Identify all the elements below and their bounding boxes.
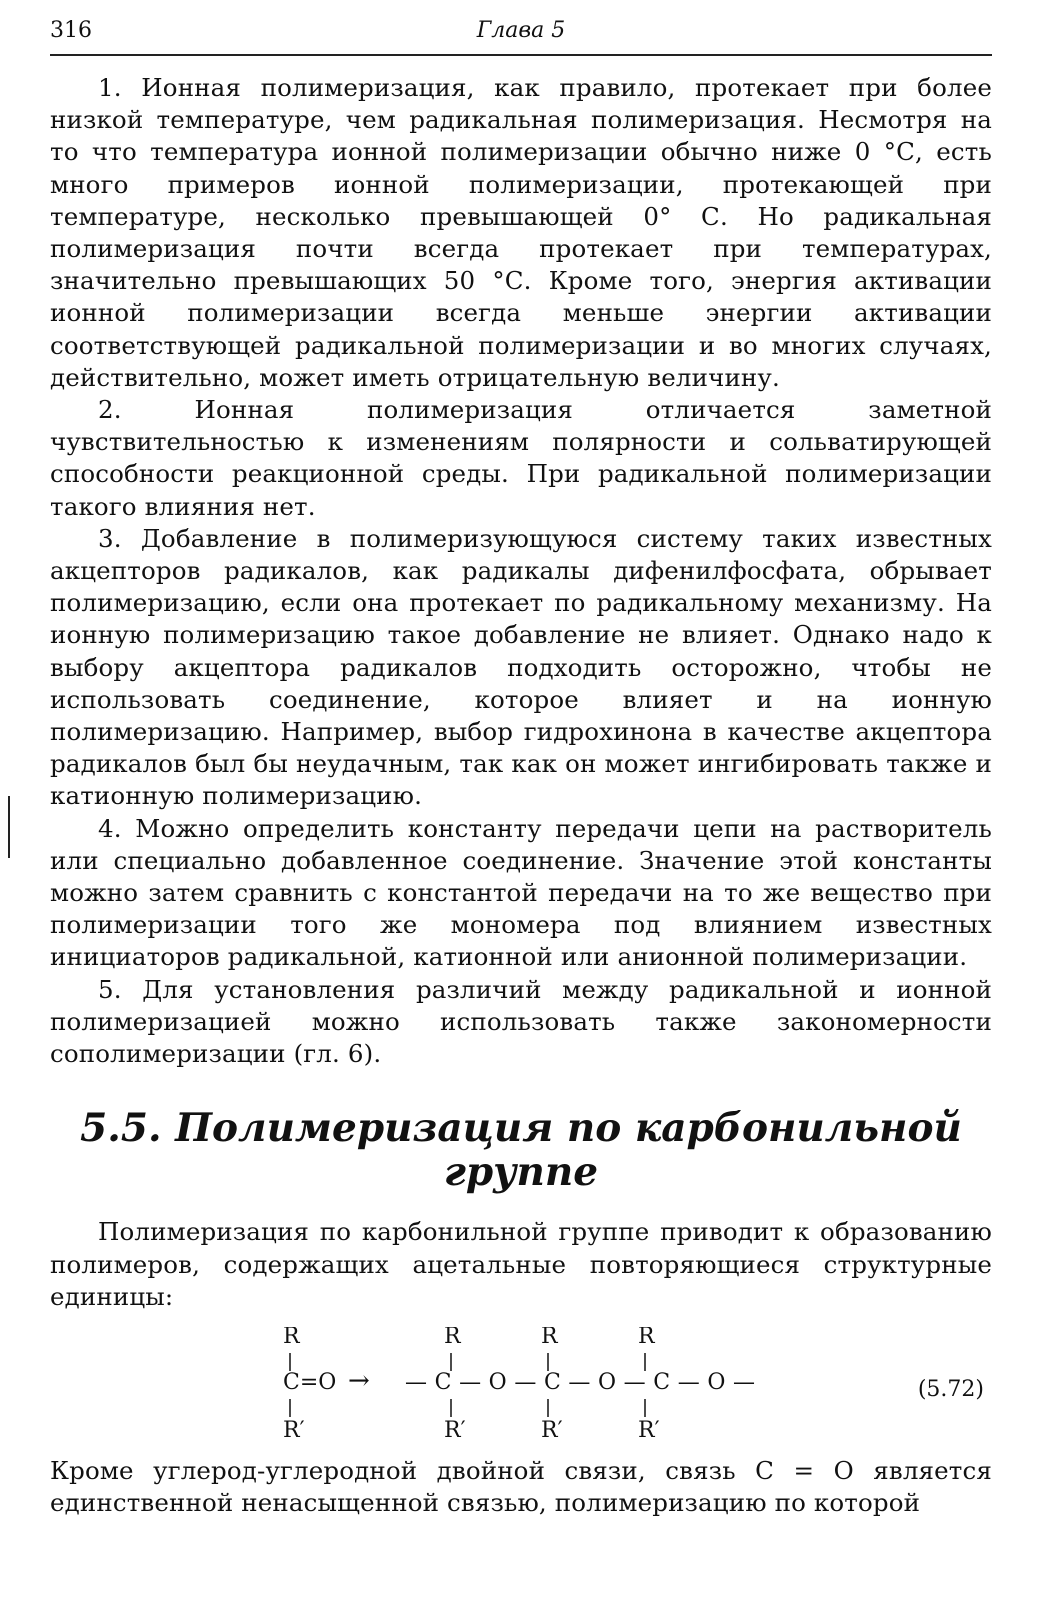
polymer-top-r-1: R [444,1326,461,1349]
running-title: Глава 5 [476,18,566,43]
section-title: Полимеризация по карбонильной группе [175,1105,962,1196]
monomer-bottom-r: R′ [283,1417,305,1443]
polymer-top-r-3: R [638,1326,655,1349]
polymer-top-r-2: R [541,1326,558,1349]
section-heading [50,1106,992,1194]
polymer-chain: —C—O—C—O—C—O— [405,1369,755,1395]
paragraph-1: 1. Ионная полимеризация, как правило, протекает при более низкой температуре, чем радикальная полимеризация. Несмотря на то что температура ионной полимеризации обычно ниже 0 °С, есть много примеров ионной полимеризации, протекающей при температуре, несколько превышающей 0° С. Но радикальная полимеризация почти всегда протекает при температурах, значительно превышающих 50 °С. Кроме того, энергия активации ионной полимеризации всегда меньше энергии активации соответствующей радикальной полимеризации и во многих случаях, действительно, может иметь отрицательную величину. [50,73,992,392]
section-number: 5.5. [80,1105,162,1152]
polymer-bottom-r-2: R′ [541,1417,563,1443]
paragraph-4: 4. Можно определить константу передачи цепи на растворитель или специально добавленное соединение. Значение этой константы можно затем сравнить с константой передачи на то же вещество при полимеризации того же мономера под влиянием известных инициаторов радикальной, катионной или анионной полимеризации. [50,813,992,972]
monomer: C=O [283,1369,337,1395]
paragraph-2: 2. Ионная полимеризация отличается заметной чувствительностью к изменениям полярности и сольватирующей способности реакционной среды. При радикальной полимеризации такого влияния нет. [50,395,992,521]
margin-mark [8,796,10,858]
polymer-bottom-r-1: R′ [444,1417,466,1443]
section-body [50,1216,992,1313]
page-header [50,14,992,44]
paragraph-5: 5. Для установления различий между радикальной и ионной полимеризацией можно использовать также закономерности сополимеризации (гл. 6). [50,974,992,1069]
book-page [50,14,992,1519]
header-rule [50,54,992,56]
closing-paragraph: Кроме углерод-углеродной двойной связи, связь C = O является единственной ненасыщенной связью, полимеризацию по которой [50,1455,992,1518]
equation-number: (5.72) [917,1376,984,1402]
monomer-top-r: R [283,1326,300,1349]
closing-body [50,1455,992,1519]
reaction-arrow: → [348,1365,370,1396]
paragraph-3: 3. Добавление в полимеризующуюся систему таких известных акцепторов радикалов, как радикалы дифенилфосфата, обрывает полимеризацию, если она протекает по радикальному механизму. На ионную полимеризацию такое добавление не влияет. Однако надо к выбору акцептора радикалов подходить осторожно, чтобы не использовать соединение, которое влияет и на ионную полимеризацию. Например, выбор гидрохинона в качестве акцептора радикалов был бы неудачным, так как он может ингибировать также и катионную полимеризацию. [50,523,992,811]
section-intro: Полимеризация по карбонильной группе приводит к образованию полимеров, содержащих ацетальные повторяющиеся структурные единицы: [50,1217,992,1311]
numbered-list [50,72,992,1070]
chemical-equation [50,1327,992,1447]
page-number: 316 [50,18,92,43]
polymer-bottom-r-3: R′ [638,1417,660,1443]
